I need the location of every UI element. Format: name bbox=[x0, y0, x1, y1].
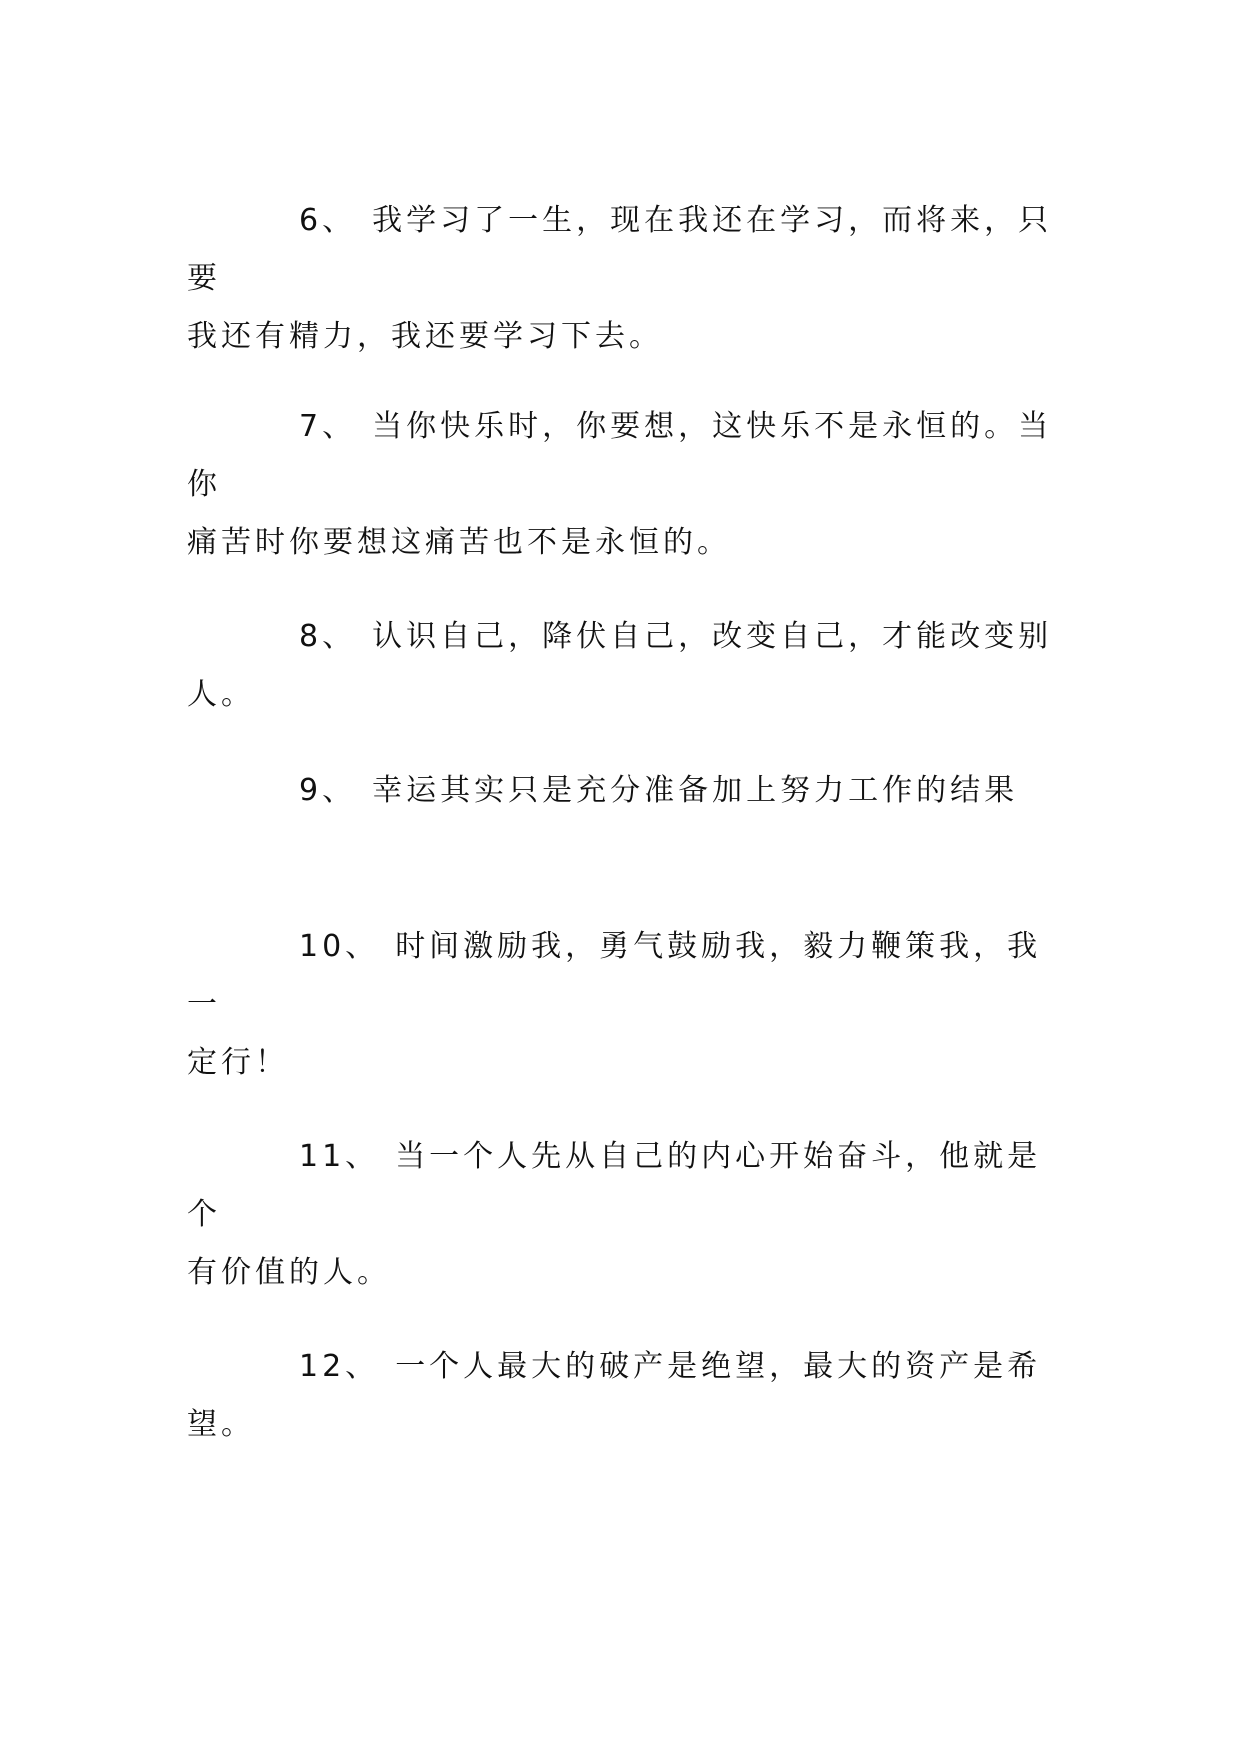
item-text-line1: 我学习了一生，现在我还在学习，而将来，只要 bbox=[187, 203, 1053, 296]
item-text-line1: 当你快乐时，你要想，这快乐不是永恒的。当你 bbox=[187, 409, 1053, 502]
item-number: 10、 bbox=[299, 929, 380, 964]
quote-item bbox=[187, 1338, 1057, 1454]
quote-item bbox=[187, 192, 1057, 366]
item-text-line2: 定行！ bbox=[187, 1045, 289, 1080]
item-number: 11、 bbox=[299, 1139, 380, 1174]
item-text-line2: 我还有精力，我还要学习下去。 bbox=[187, 319, 663, 354]
item-text-line1: 时间激励我，勇气鼓励我，毅力鞭策我，我一 bbox=[187, 929, 1042, 1022]
item-text-line1: 当一个人先从自己的内心开始奋斗，他就是个 bbox=[187, 1139, 1042, 1232]
item-number: 12、 bbox=[299, 1349, 380, 1384]
item-text-line2: 痛苦时你要想这痛苦也不是永恒的。 bbox=[187, 525, 731, 560]
item-text-line1: 认识自己，降伏自己，改变自己，才能改变别人。 bbox=[187, 619, 1053, 712]
quote-item bbox=[187, 1128, 1057, 1302]
quote-item bbox=[187, 918, 1057, 1092]
item-text-line2: 有价值的人。 bbox=[187, 1255, 391, 1290]
item-text-line1: 一个人最大的破产是绝望，最大的资产是希望。 bbox=[187, 1349, 1042, 1442]
item-text-line1: 幸运其实只是充分准备加上努力工作的结果 bbox=[372, 773, 1019, 808]
item-number: 8、 bbox=[299, 619, 357, 654]
item-number: 9、 bbox=[299, 773, 357, 808]
item-number: 6、 bbox=[299, 203, 357, 238]
quote-item bbox=[187, 608, 1057, 724]
quote-item bbox=[187, 762, 1057, 820]
item-number: 7、 bbox=[299, 409, 357, 444]
quote-item bbox=[187, 398, 1057, 572]
